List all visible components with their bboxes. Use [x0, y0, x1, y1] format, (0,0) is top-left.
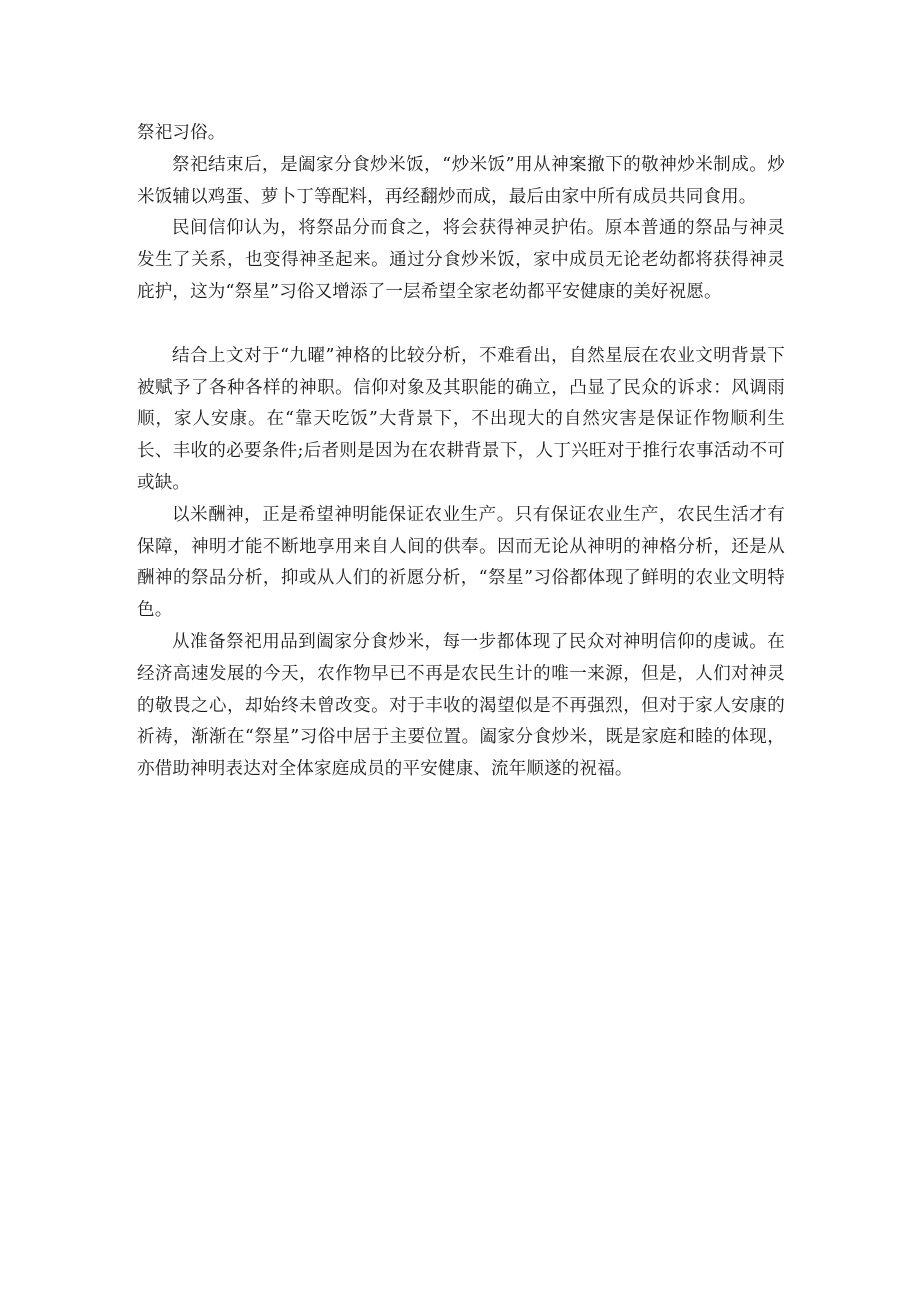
paragraph-fried-rice: 祭祀结束后，是阖家分食炒米饭，“炒米饭”用从神案撤下的敬神炒米制成。炒米饭辅以鸡蛋、萝卜丁等配料，再经翻炒而成，最后由家中所有成员共同食用。 — [137, 154, 785, 207]
document-body — [137, 118, 785, 786]
paragraph-nine-stars-analysis: 结合上文对于“九曜”神格的比较分析，不难看出，自然星辰在农业文明背景下被赋予了各种各样的神职。信仰对象及其职能的确立，凸显了民众的诉求：风调雨顺，家人安康。在“靠天吃饭”大背景下，不出现大的自然灾害是保证作物顺利生长、丰收的必要条件;后者则是因为在农耕背景下，人丁兴旺对于推行农事活动不可或缺。 — [137, 345, 785, 493]
paragraph-continuation: 祭祀习俗。 — [137, 123, 226, 143]
paragraph-gap — [137, 309, 785, 341]
paragraph-rice-offering: 以米酬神，正是希望神明能保证农业生产。只有保证农业生产，农民生活才有保障，神明才能不断地享用来自人间的供奉。因而无论从神明的神格分析，还是从酬神的祭品分析，抑或从人们的祈愿分析，“祭星”习俗都体现了鲜明的农业文明特色。 — [137, 504, 785, 621]
paragraph-conclusion: 从准备祭祀用品到阖家分食炒米，每一步都体现了民众对神明信仰的虔诚。在经济高速发展的今天，农作物早已不再是农民生计的唯一来源，但是，人们对神灵的敬畏之心，却始终未曾改变。对于丰收的渴望似是不再强烈，但对于家人安康的祈祷，渐渐在“祭星”习俗中居于主要位置。阖家分食炒米，既是家庭和睦的体现，亦借助神明表达对全体家庭成员的平安健康、流年顺遂的祝福。 — [137, 631, 785, 780]
paragraph-folk-belief: 民间信仰认为，将祭品分而食之，将会获得神灵护佑。原本普通的祭品与神灵发生了关系，也变得神圣起来。通过分食炒米饭，家中成员无论老幼都将获得神灵庇护，这为“祭星”习俗又增添了一层希望全家老幼都平安健康的美好祝愿。 — [137, 218, 785, 302]
